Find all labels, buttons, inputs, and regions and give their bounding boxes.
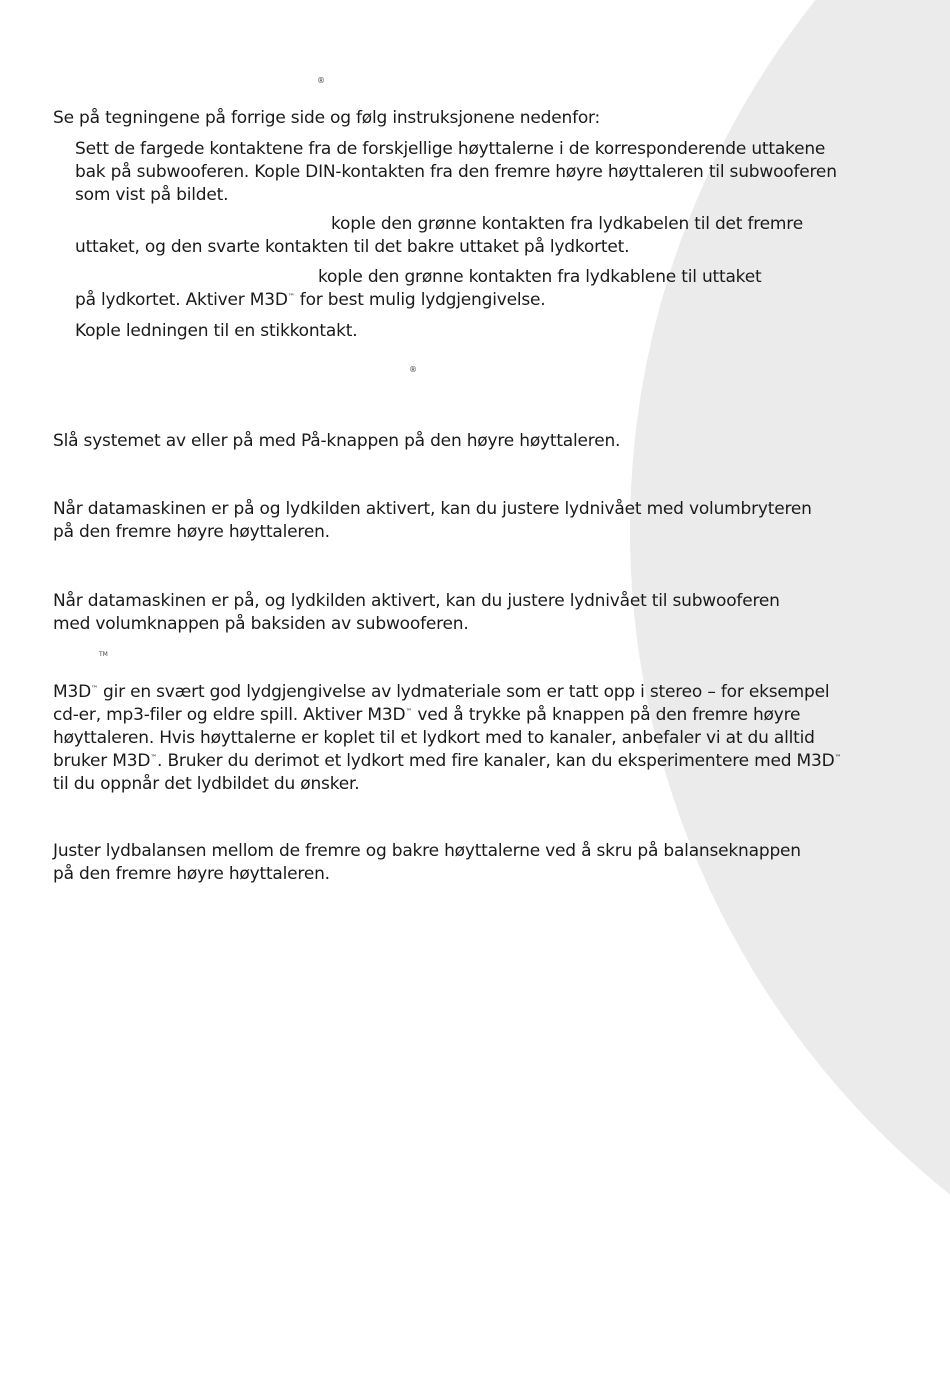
m3d-l1a: M3D <box>53 682 91 702</box>
step1-line2: bak på subwooferen. Kople DIN-kontakten fra den fremre høyre høyttaleren til subwooferen <box>75 162 837 182</box>
step4-text: Kople ledningen til en stikkontakt. <box>75 321 358 341</box>
subwoofer-line1: Når datamaskinen er på, og lydkilden aktivert, kan du justere lydnivået til subwooferen <box>53 591 780 611</box>
step1-line1: Sett de fargede kontaktene fra de forskjellige høyttalerne i de korresponderende uttakene <box>75 139 826 159</box>
tm-sup-m3d-2: ™ <box>405 707 413 716</box>
volume-line2: på den fremre høyre høyttaleren. <box>53 522 330 542</box>
m3d-l2a: cd-er, mp3-filer og eldre spill. Aktiver M3D <box>53 705 406 725</box>
balance-line1: Juster lydbalansen mellom de fremre og bakre høyttalerne ved å skru på balanseknappen <box>53 841 801 861</box>
tm-sup-m3d-3: ™ <box>150 753 158 762</box>
m3d-l1b: gir en svært god lydgjengivelse av lydmateriale som er tatt opp i stereo – for eksempel <box>97 682 830 702</box>
tm-sup-m3d-4: ™ <box>834 753 842 762</box>
registered-mark-mid: ® <box>409 365 417 374</box>
power-text: Slå systemet av eller på med På-knappen på den høyre høyttaleren. <box>53 431 621 451</box>
m3d-line1 <box>53 681 829 704</box>
tm-sup-m3d-1: ™ <box>90 684 98 693</box>
m3d-line3: høyttaleren. Hvis høyttalerne er koplet til et lydkort med to kanaler, anbefaler vi at du alltid <box>53 728 815 748</box>
step3-line1: kople den grønne kontakten fra lydkablene til uttaket <box>318 267 762 287</box>
m3d-line4 <box>53 750 841 773</box>
tm-sup-step3: ™ <box>287 292 295 301</box>
m3d-line5: til du oppnår det lydbildet du ønsker. <box>53 774 360 794</box>
step2-line1: kople den grønne kontakten fra lydkabelen til det fremre <box>331 214 803 234</box>
m3d-l4b: . Bruker du derimot et lydkort med fire kanaler, kan du eksperimentere med M3D <box>157 751 835 771</box>
volume-line1: Når datamaskinen er på og lydkilden aktivert, kan du justere lydnivået med volumbryteren <box>53 499 812 519</box>
subwoofer-line2: med volumknappen på baksiden av subwooferen. <box>53 614 469 634</box>
step3-text-a: på lydkortet. Aktiver M3D <box>75 290 288 310</box>
m3d-l4a: bruker M3D <box>53 751 151 771</box>
intro-text: Se på tegningene på forrige side og følg instruksjonene nedenfor: <box>53 108 601 128</box>
step1-line3: som vist på bildet. <box>75 185 229 205</box>
balance-line2: på den fremre høyre høyttaleren. <box>53 864 330 884</box>
trademark-mark: TM <box>99 651 108 658</box>
m3d-l2b: ved å trykke på knappen på den fremre høyre <box>412 705 801 725</box>
registered-mark-top: ® <box>317 76 325 85</box>
step3-text-b: for best mulig lydgjengivelse. <box>294 290 546 310</box>
m3d-line2 <box>53 704 800 727</box>
step3-line2 <box>75 289 546 312</box>
step2-line2: uttaket, og den svarte kontakten til det bakre uttaket på lydkortet. <box>75 237 630 257</box>
